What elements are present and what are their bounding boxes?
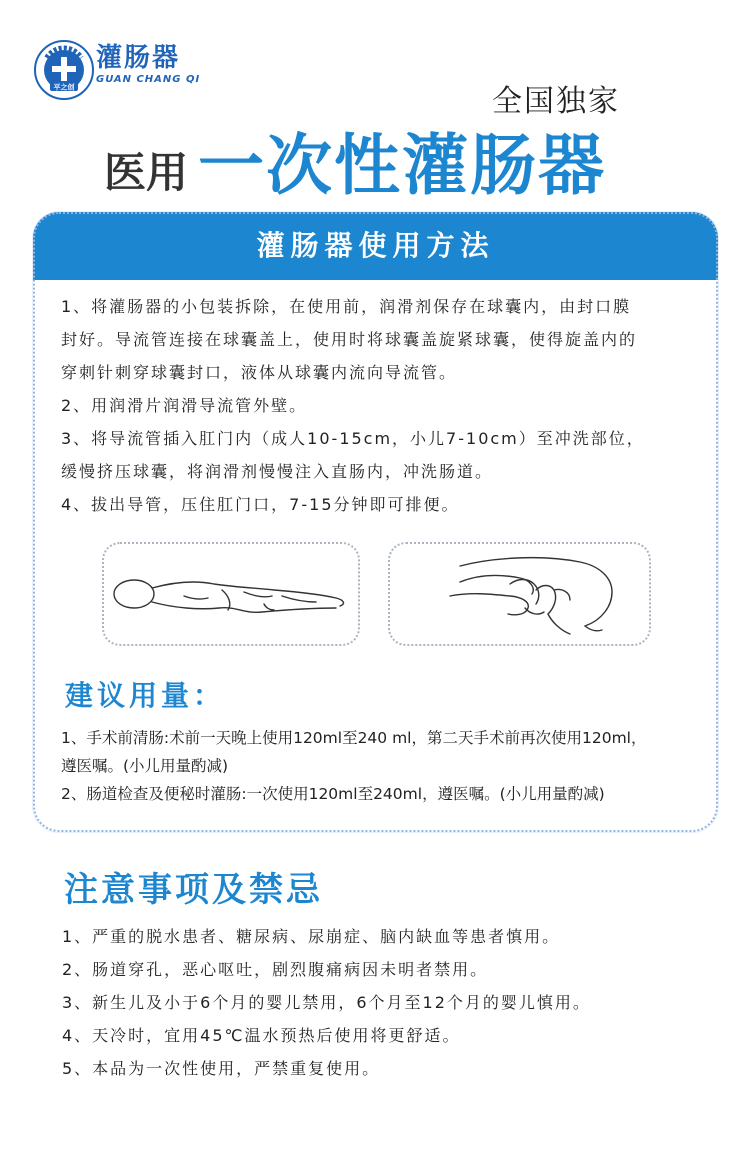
exclusive-tagline: 全国独家 bbox=[492, 84, 620, 119]
procedure-illustration bbox=[388, 542, 651, 646]
brand-name-en: GUAN CHANG QI bbox=[96, 74, 201, 85]
usage-step: 2、用润滑片润滑导流管外壁。 bbox=[61, 396, 308, 415]
lying-patient-illustration bbox=[102, 542, 360, 646]
precaution-item: 4、天冷时，宜用45℃温水预热后使用将更舒适。 bbox=[62, 1026, 461, 1045]
usage-step: 穿刺针刺穿球囊封口，液体从球囊内流向导流管。 bbox=[61, 363, 458, 382]
usage-step: 封好。导流管连接在球囊盖上，使用时将球囊盖旋紧球囊，使得旋盖内的 bbox=[61, 330, 638, 349]
usage-steps bbox=[61, 290, 701, 521]
precaution-item: 2、肠道穿孔，恶心呕吐，剧烈腹痛病因未明者禁用。 bbox=[62, 960, 489, 979]
precaution-item: 1、严重的脱水患者、糖尿病、尿崩症、脑内缺血等患者慎用。 bbox=[62, 927, 561, 946]
precaution-item: 5、本品为一次性使用，严禁重复使用。 bbox=[62, 1059, 381, 1078]
dosage-line: 遵医嘱。(小儿用量酌减) bbox=[61, 757, 229, 775]
usage-step: 4、拔出导管，压住肛门口，7-15分钟即可排便。 bbox=[61, 495, 460, 514]
brand-name-cn: 灌肠器 bbox=[96, 43, 181, 73]
precautions-heading: 注意事项及禁忌 bbox=[64, 870, 323, 910]
brand-logo-icon bbox=[34, 40, 94, 100]
precaution-item: 3、新生儿及小于6个月的婴儿禁用，6个月至12个月的婴儿慎用。 bbox=[62, 993, 591, 1012]
brand-name bbox=[96, 44, 200, 85]
usage-card bbox=[33, 212, 718, 832]
product-title: 一次性灌肠器 bbox=[198, 127, 606, 204]
dosage-list bbox=[61, 724, 701, 808]
dosage-line: 2、肠道检查及便秘时灌肠:一次使用120ml至240ml，遵医嘱。(小儿用量酌减) bbox=[61, 785, 605, 803]
usage-step: 缓慢挤压球囊，将润滑剂慢慢注入直肠内，冲洗肠道。 bbox=[61, 462, 494, 481]
usage-step: 1、将灌肠器的小包装拆除，在使用前，润滑剂保存在球囊内，由封口膜 bbox=[61, 297, 632, 316]
lying-body-icon bbox=[104, 544, 358, 644]
logo-badge-text: 平之创 bbox=[53, 83, 75, 92]
hands-procedure-icon bbox=[390, 544, 649, 644]
title-prefix: 医用 bbox=[104, 148, 189, 197]
dosage-heading: 建议用量： bbox=[65, 679, 226, 712]
usage-step: 3、将导流管插入肛门内（成人10-15cm，小儿7-10cm）至冲洗部位， bbox=[61, 429, 645, 448]
precautions-list bbox=[62, 920, 712, 1085]
dosage-line: 1、手术前清肠:术前一天晚上使用120ml至240 ml，第二天手术前再次使用120ml， bbox=[61, 729, 647, 747]
usage-heading: 灌肠器使用方法 bbox=[33, 212, 718, 280]
